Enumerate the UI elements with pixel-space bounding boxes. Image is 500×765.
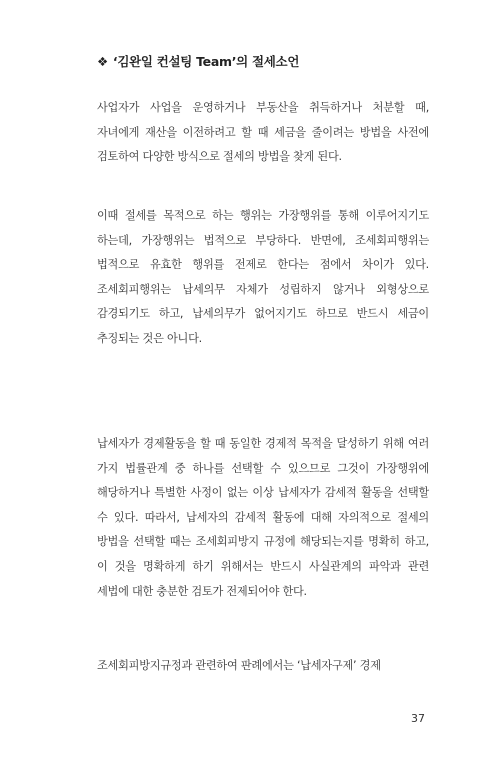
bullet-icon: ❖ (97, 54, 108, 69)
paragraph-1: 사업자가 사업을 운영하거나 부동산을 취득하거나 처분할 때, 자녀에게 재산을 이전하려고 할 때 세금을 줄이려는 방법을 사전에 검토하여 다양한 방식으로 절세의 방법을 찾게 된다. (97, 101, 429, 164)
paragraph-3: 납세자가 경제활동을 할 때 동일한 경제적 목적을 달성하기 위해 여러 가지 법률관계 중 하나를 선택할 수 있으므로 그것이 가장행위에 해당하거나 특별한 사정이 없는 이상 납세자가 감세적 활동을 선택할 수 있다. 따라서, 납세자의 감세적 활동에 대해 자의적으로 절세의 방법을 선택할 때는 조세회피방지 규정에 해당되는지를 명확히 하고, 이 것을 명확하게 하기 위해서는 반드시 사실관계의 파악과 관련 세법에 대한 충분한 검토가 전제되어야 한다. (97, 437, 429, 598)
paragraph-2: 이때 절세를 목적으로 하는 행위는 가장행위를 통해 이루어지기도 하는데, 가장행위는 법적으로 부당하다. 반면에, 조세회피행위는 법적으로 유효한 행위를 전제로 한다는 점에서 차이가 있다. 조세회피행위는 납세의무 자체가 성립하지 않거나 외형상으로 감경되기도 하고, 납세의무가 없어지기도 하므로 반드시 세금이 추징되는 것은 아니다. (97, 209, 429, 345)
page-number: 37 (411, 712, 425, 725)
section-heading (97, 52, 437, 70)
paragraph-4: 조세회피방지규정과 관련하여 판례에서는 ‘납세자구제’ 경제 (97, 659, 381, 672)
section-heading-text: ‘김완일 컨설팅 Team’의 절세소언 (112, 54, 300, 69)
